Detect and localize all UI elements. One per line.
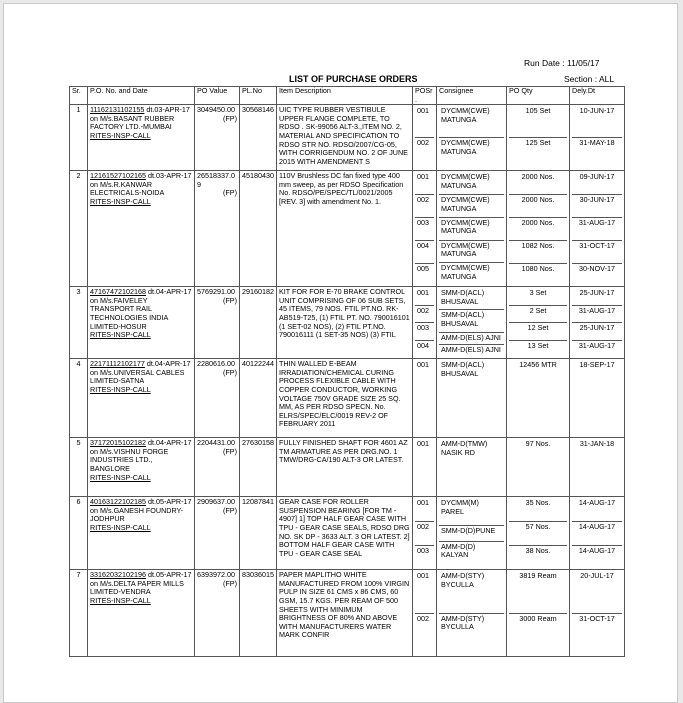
po-value-type: (FP) — [223, 505, 237, 515]
sr-number: 6 — [70, 497, 88, 570]
table-row — [70, 497, 625, 570]
delivery-date: 25-JUN-17 — [572, 323, 622, 341]
po-value-cell — [195, 359, 240, 438]
po-serial: 003 — [415, 323, 434, 341]
sr-number: 3 — [70, 287, 88, 359]
po-value-cell — [195, 287, 240, 359]
po-number-link[interactable]: 12161527102165 — [90, 171, 146, 181]
po-value-type: (FP) — [223, 446, 237, 456]
table-row — [70, 570, 625, 657]
po-date-vendor: dt.03-APR-17 on M/s.BASANT RUBBER FACTORY LTD.-MUMBAI — [90, 105, 190, 132]
delivery-date: 31-MAY-18 — [579, 138, 615, 148]
consignee: AMM-D(TMW) NASIK RD — [441, 439, 488, 457]
po-quantity: 13 Set — [527, 340, 549, 350]
rites-insp-call-link[interactable]: RITES-INSP-CALL — [90, 522, 151, 532]
po-serial: 001 — [415, 172, 434, 194]
po-serial: 004 — [417, 340, 429, 350]
delivery-date: 30-NOV-17 — [579, 263, 615, 273]
table-body — [70, 105, 625, 657]
run-date: Run Date : 11/05/17 — [524, 58, 600, 68]
col-sr: Sr. — [70, 87, 88, 105]
consignee: SMM-D(D)PUNE — [439, 525, 504, 541]
po-value-type: (FP) — [223, 188, 237, 198]
po-serial: 001 — [415, 106, 434, 138]
pl-number: 29160182 — [240, 287, 277, 359]
consignee: SMM-D(ACL) BHUSAVAL — [439, 288, 504, 310]
pl-number: 83036015 — [240, 570, 277, 657]
delivery-date: 31-AUG-17 — [572, 305, 622, 323]
purchase-orders-table — [69, 86, 625, 657]
item-description: 110V Brushless DC fan fixed type 400 mm sweep, as per RDSO Specification No. RDSO/PE/SPEC/TL/0021/2005 [REV. 3] with amendment No. 1. — [277, 171, 413, 287]
sr-number: 2 — [70, 171, 88, 287]
report-page — [3, 3, 678, 703]
sr-number: 4 — [70, 359, 88, 438]
delivery-date: 31-AUG-17 — [578, 340, 616, 350]
po-quantity: 57 Nos. — [509, 521, 567, 545]
po-serial: 002 — [415, 305, 434, 323]
po-number-date — [88, 438, 195, 497]
po-value-cell — [195, 171, 240, 287]
consignee: DYCMM(CWE) MATUNGA — [439, 217, 504, 240]
po-serial: 003 — [415, 217, 434, 240]
consignee: DYCMM(CWE) MATUNGA — [439, 106, 504, 138]
po-value: 6393972.00 — [197, 570, 235, 580]
rites-insp-call-link[interactable]: RITES-INSP-CALL — [90, 595, 151, 605]
po-serial: 001 — [415, 571, 434, 613]
po-number-link[interactable]: 22171112102177 — [90, 359, 145, 369]
po-quantity: 125 Set — [525, 138, 551, 148]
rites-insp-call-link[interactable]: RITES-INSP-CALL — [90, 196, 151, 206]
rites-insp-call-link[interactable]: RITES-INSP-CALL — [90, 130, 151, 140]
po-value-type: (FP) — [223, 578, 237, 588]
item-description: FULLY FINISHED SHAFT FOR 4601 AZ TM ARMATURE AS PER DRG.NO. 1 TMW/DRG-CA/190 ALT-3 OR LATEST. — [277, 438, 413, 497]
pl-number: 40122244 — [240, 359, 277, 438]
item-description: THIN WALLED E-BEAM IRRADIATION/CHEMICAL CURING PROCESS FLEXIBLE CABLE WITH COPPER CONDUCTOR, WORKING VOLTAGE 750V GRADE SIZE 25 SQ. MM, AS PER RDSO SPECN. No. ELRS/SPEC/ELC/0019 REV-2 OF FEBRUARY 2011 — [277, 359, 413, 438]
col-posr: POSr. — [413, 87, 437, 105]
po-serial: 001 — [417, 439, 429, 449]
po-value: 2280616.00 — [197, 359, 235, 369]
col-po-qty: PO Qty — [507, 87, 570, 105]
po-value: 2909637.00 — [197, 497, 235, 507]
po-value-cell — [195, 497, 240, 570]
po-value-cell — [195, 438, 240, 497]
po-serial: 001 — [415, 498, 434, 521]
delivery-date: 31-OCT-17 — [579, 613, 615, 623]
po-value: 26518337.09 — [197, 171, 235, 189]
consignee: AMM-D(ELS) AJNI — [439, 332, 504, 345]
col-dely-dt: Dely.Dt — [570, 87, 625, 105]
po-date-vendor: dt.04-APR-17 on M/s.UNIVERSAL CABLES LIMITED-SATNA — [90, 359, 191, 386]
po-value-type: (FP) — [223, 113, 237, 123]
po-quantity: 2000 Nos. — [509, 194, 567, 217]
po-number-link[interactable]: 47167472102168 — [90, 287, 146, 297]
sr-number: 1 — [70, 105, 88, 171]
section-label: Section : ALL — [564, 74, 615, 84]
po-date-vendor: dt.05-APR-17 on M/s.DELTA PAPER MILLS LIMITED-VENDRA — [90, 570, 192, 597]
rites-insp-call-link[interactable]: RITES-INSP-CALL — [90, 472, 151, 482]
sr-number: 7 — [70, 570, 88, 657]
rites-insp-call-link[interactable]: RITES-INSP-CALL — [90, 384, 151, 394]
po-serial: 002 — [415, 521, 434, 545]
po-quantity: 1080 Nos. — [521, 263, 555, 273]
po-value-type: (FP) — [223, 367, 237, 377]
delivery-date: 20-JUL-17 — [572, 571, 622, 613]
po-number-link[interactable]: 40163122102185 — [90, 497, 146, 507]
col-po-no-date: P.O. No. and Date — [88, 87, 195, 105]
po-quantity: 35 Nos. — [509, 498, 567, 521]
table-row — [70, 359, 625, 438]
item-description: KIT FOR FOR E-70 BRAKE CONTROL UNIT COMPRISING OF 06 SUB SETS, 45 ITEMS, 79 NOS. FTIL PT.NO. RK-AB519-T25, (1) FTIL PT. NO. 790016101 (1 SET-02 NOS), (2) FTIL PT.NO. 790016111 (1 SET-35 NOS) (3) FTIL — [277, 287, 413, 359]
delivery-date: 14-AUG-17 — [578, 545, 616, 555]
po-quantity: 12456 MTR — [519, 360, 557, 370]
consignee: SMM-D(ACL) BHUSAVAL — [441, 360, 485, 378]
consignee: AMM-D(D) KALYAN — [441, 541, 476, 560]
po-quantity: 3819 Ream — [509, 571, 567, 613]
po-date-vendor: dt.04-APR-17 on M/s.VISHNU FORGE INDUSTRIES LTD., BANGLORE — [90, 438, 192, 473]
po-number-link[interactable]: 33162032102196 — [90, 570, 146, 580]
po-serial: 002 — [417, 613, 429, 623]
pl-number: 12087841 — [240, 497, 277, 570]
delivery-date: 10-JUN-17 — [572, 106, 622, 138]
table-row — [70, 105, 625, 171]
rites-insp-call-link[interactable]: RITES-INSP-CALL — [90, 330, 151, 340]
po-serial: 002 — [417, 138, 429, 148]
item-description: GEAR CASE FOR ROLLER SUSPENSION BEARING [FOR TM - 4907] 1] TOP HALF GEAR CASE WITH TPU - GEAR CASE SEALS, RDSO DRG NO. SK DP - 3633 ALT. 3 OR LATEST. 2] BOTTOM HALF GEAR CASE WITH TPU - GEAR CASE SEAL — [277, 497, 413, 570]
sr-number: 5 — [70, 438, 88, 497]
po-date-vendor: dt.04-APR-17 on M/s.FAIVELEY TRANSPORT RAIL TECHNOLOGIES INDIA LIMITED-HOSUR — [90, 287, 192, 331]
table-header-row — [70, 87, 625, 105]
po-number-date — [88, 497, 195, 570]
po-serial: 002 — [415, 194, 434, 217]
delivery-date: 14-AUG-17 — [572, 521, 622, 545]
po-quantity: 97 Nos. — [525, 439, 551, 449]
po-value: 5769291.00 — [197, 287, 235, 297]
delivery-date: 30-JUN-17 — [572, 194, 622, 217]
po-serial: 004 — [415, 240, 434, 263]
consignee: DYCMM(CWE) MATUNGA — [441, 138, 490, 156]
po-number-link[interactable]: 11162131102155 — [90, 105, 145, 115]
po-number-date — [88, 105, 195, 171]
consignee: DYCMM(CWE) MATUNGA — [439, 194, 504, 217]
table-row — [70, 287, 625, 359]
po-number-date — [88, 171, 195, 287]
consignee: DYCMM(CWE) MATUNGA — [439, 240, 504, 263]
report-title: LIST OF PURCHASE ORDERS — [289, 74, 418, 84]
po-value: 2204431.00 — [197, 438, 235, 448]
po-quantity: 2000 Nos. — [509, 217, 567, 240]
consignee: SMM-D(ACL) BHUSAVAL — [439, 310, 504, 332]
consignee: AMM-D(ELS) AJNI — [441, 345, 501, 355]
po-serial: 001 — [415, 288, 434, 305]
consignee: DYCMM(CWE) MATUNGA — [441, 263, 490, 281]
po-number-date — [88, 570, 195, 657]
po-quantity: 3000 Ream — [519, 613, 557, 623]
item-description: PAPER MAPLITHO WHITE MANUFACTURED FROM 100% VIRGIN PULP IN SIZE 61 CMS x 86 CMS, 60 GSM, 15.7 KGS. PER REAM OF 500 SHEETS WITH MINIMUM BRIGHTNESS OF 80% AND ABOVE WITH MANUFACTURERS WATER MARK CONFIR — [277, 570, 413, 657]
delivery-date: 31-OCT-17 — [572, 240, 622, 263]
po-date-vendor: dt.03-APR-17 on M/s.R.KANWAR ELECTRICALS-NOIDA — [90, 171, 192, 198]
delivery-date: 09-JUN-17 — [572, 172, 622, 194]
po-quantity: 2000 Nos. — [509, 172, 567, 194]
po-value-type: (FP) — [223, 295, 237, 305]
po-quantity: 3 Set — [509, 288, 567, 305]
po-serial: 001 — [417, 360, 429, 370]
table-row — [70, 171, 625, 287]
delivery-date: 31-AUG-17 — [572, 217, 622, 240]
po-serial: 003 — [417, 545, 429, 555]
pl-number: 27630158 — [240, 438, 277, 497]
po-number-date — [88, 287, 195, 359]
consignee: AMM-D(STY) BYCULLA — [441, 613, 485, 632]
col-pl-no: PL.No — [240, 87, 277, 105]
po-number-date — [88, 359, 195, 438]
po-number-link[interactable]: 37172015102182 — [90, 438, 146, 448]
po-quantity: 2 Set — [509, 305, 567, 323]
po-quantity: 1082 Nos. — [509, 240, 567, 263]
delivery-date: 31-JAN-18 — [579, 439, 615, 449]
pl-number: 45180430 — [240, 171, 277, 287]
po-quantity: 12 Set — [509, 323, 567, 341]
table-row — [70, 438, 625, 497]
consignee: AMM-D(STY) BYCULLA — [439, 571, 504, 613]
delivery-date: 25-JUN-17 — [572, 288, 622, 305]
col-consignee: Consignee — [437, 87, 507, 105]
po-value-cell — [195, 570, 240, 657]
col-po-value: PO Value — [195, 87, 240, 105]
po-date-vendor: dt.05-APR-17 on M/s.GANESH FOUNDRY-JODHPUR — [90, 497, 192, 524]
pl-number: 30568146 — [240, 105, 277, 171]
col-item-description: Item Description — [277, 87, 413, 105]
po-serial: 005 — [417, 263, 429, 273]
po-quantity: 105 Set — [509, 106, 567, 138]
po-value-cell — [195, 105, 240, 171]
po-value: 3049450.00 — [197, 105, 235, 115]
consignee: DYCMM(M) PAREL — [439, 498, 504, 525]
consignee: DYCMM(CWE) MATUNGA — [439, 172, 504, 194]
delivery-date: 14-AUG-17 — [572, 498, 622, 521]
item-description: UIC TYPE RUBBER VESTIBULE UPPER FLANGE COMPLETE, TO RDSO . SK-99056 ALT-3.,ITEM NO. 2, MATERIAL AND SPECIFICATION TO RDSO STR NO. RDSO/2007/CG-05, WITH CORRIGENDUM NO. 2 OF JUNE 2015 WITH AMENDMENT S — [277, 105, 413, 171]
delivery-date: 18-SEP-17 — [579, 360, 615, 370]
po-quantity: 38 Nos. — [525, 545, 551, 555]
